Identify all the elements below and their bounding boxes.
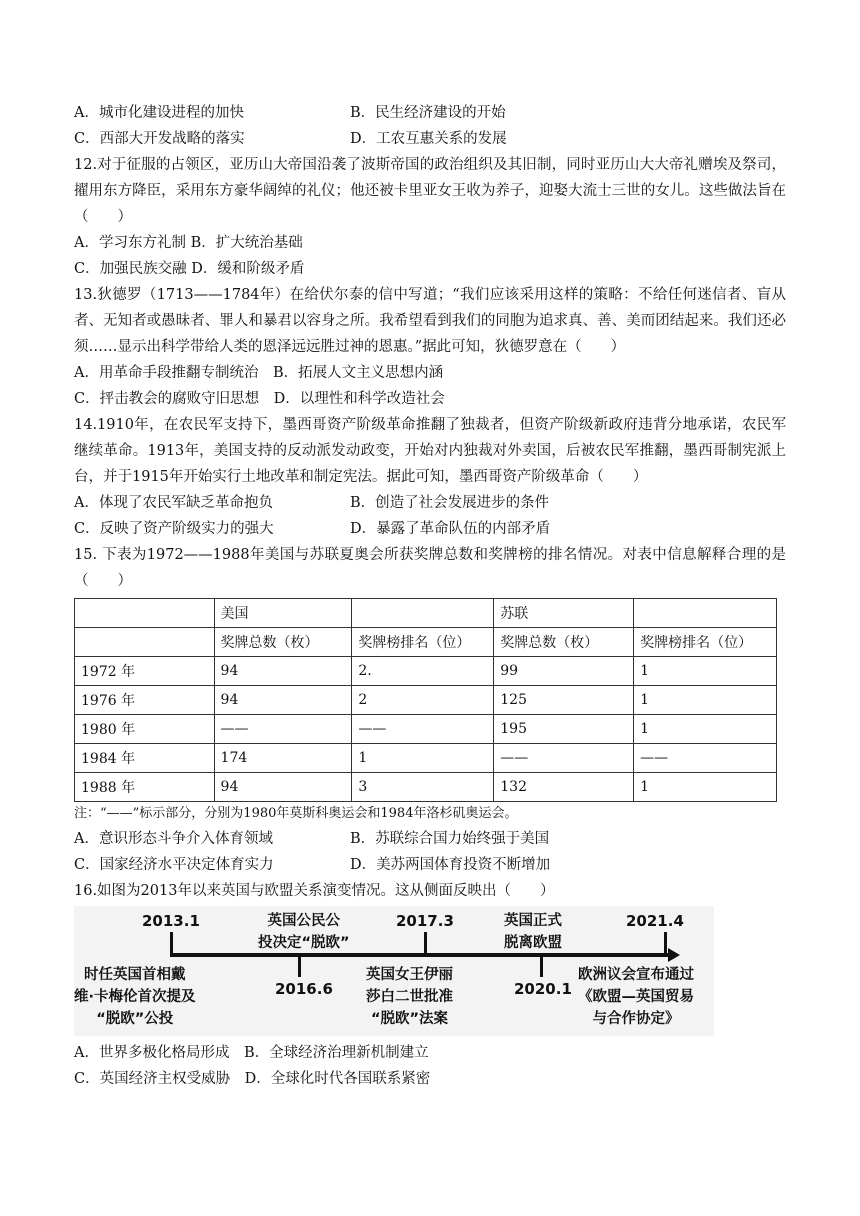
year-cell: 1984 年 bbox=[75, 744, 215, 773]
q13-options-cd[interactable]: C．抨击教会的腐败守旧思想 D．以理性和科学改造社会 bbox=[74, 391, 445, 407]
subheader-us-total: 奖牌总数（枚） bbox=[214, 628, 352, 657]
us-rank-cell: 2. bbox=[352, 657, 494, 686]
q13-options-ab[interactable]: A．用革命手段推翻专制统治 B．拓展人文主义思想内涵 bbox=[74, 365, 444, 381]
subheader-su-rank: 奖牌榜排名（位） bbox=[634, 628, 777, 657]
q12-stem: 12.对于征服的占领区，亚历山大帝国沿袭了波斯帝国的政治组织及其旧制，同时亚历山大大帝礼赠埃及祭司，擢用东方降臣，采用东方豪华阔绰的礼仪；他还被卡里亚女王收为养子，迎娶大流士三世的女儿。这些做法旨在（ ） bbox=[74, 157, 786, 225]
date-2013: 2013.1 bbox=[142, 912, 200, 930]
q14-option-b[interactable]: B．创造了社会发展进步的条件 bbox=[350, 495, 550, 511]
exam-page bbox=[74, 100, 786, 1092]
table-subheader-row bbox=[75, 628, 777, 657]
us-total-cell: 94 bbox=[214, 686, 352, 715]
q11-options-row2 bbox=[74, 126, 786, 152]
q14-option-c[interactable]: C．反映了资产阶级实力的强大 bbox=[74, 521, 274, 537]
event-2013: 时任英国首相戴 维·卡梅伦首次提及 “脱欧”公投 bbox=[74, 967, 196, 1027]
q16-options-ab[interactable]: A．世界多极化格局形成 B．全球经济治理新机制建立 bbox=[74, 1045, 429, 1061]
us-rank-cell: 3 bbox=[352, 773, 494, 802]
event-2020: 英国女王伊丽 莎白二世批准 “脱欧”法案 bbox=[366, 967, 453, 1027]
q14-options-row2 bbox=[74, 516, 786, 542]
date-2020: 2020.1 bbox=[514, 980, 572, 998]
year-cell: 1980 年 bbox=[75, 715, 215, 744]
event-2021: 欧洲议会宣布通过 《欧盟—英国贸易 与合作协定》 bbox=[578, 967, 694, 1027]
su-rank-cell: 1 bbox=[634, 715, 777, 744]
tick-2017 bbox=[424, 932, 427, 956]
su-total-cell: 195 bbox=[494, 715, 634, 744]
su-rank-cell: —— bbox=[634, 744, 777, 773]
table-row bbox=[75, 744, 777, 773]
q15-options-row1 bbox=[74, 826, 786, 852]
tick-2016 bbox=[298, 953, 301, 977]
header-su: 苏联 bbox=[494, 599, 634, 628]
date-2016: 2016.6 bbox=[275, 980, 333, 998]
tick-2021 bbox=[664, 932, 667, 956]
q14-options-row1 bbox=[74, 490, 786, 516]
timeline-arrow-icon bbox=[668, 948, 680, 962]
q11-option-c[interactable]: C．西部大开发战略的落实 bbox=[74, 131, 245, 147]
us-total-cell: 174 bbox=[214, 744, 352, 773]
header-us: 美国 bbox=[214, 599, 352, 628]
su-rank-cell: 1 bbox=[634, 657, 777, 686]
q16-stem: 16.如图为2013年以来英国与欧盟关系演变情况。这从侧面反映出（ ） bbox=[74, 883, 555, 899]
table-row bbox=[75, 773, 777, 802]
q13-stem: 13.狄德罗（1713——1784年）在给伏尔泰的信中写道；“我们应该采用这样的策略：不给任何迷信者、盲从者、无知者或愚昧者、罪人和暴君以容身之所。我希望看到我们的同胞为追求真、善、美而团结起来。我们还必须……显示出科学带给人类的恩泽远远胜过神的恩惠。”据此可知，狄德罗意在（ ） bbox=[74, 287, 786, 355]
su-total-cell: 125 bbox=[494, 686, 634, 715]
date-2017: 2017.3 bbox=[396, 912, 454, 930]
tick-2013 bbox=[170, 932, 173, 956]
su-total-cell: 99 bbox=[494, 657, 634, 686]
q14-option-d[interactable]: D．暴露了革命队伍的内部矛盾 bbox=[350, 521, 551, 537]
subheader-us-rank: 奖牌榜排名（位） bbox=[352, 628, 494, 657]
q11-option-b[interactable]: B．民生经济建设的开始 bbox=[350, 105, 506, 121]
q11-option-d[interactable]: D．工农互惠关系的发展 bbox=[350, 131, 507, 147]
event-2017: 英国正式 脱离欧盟 bbox=[504, 913, 562, 951]
q15-option-d[interactable]: D．美苏两国体育投资不断增加 bbox=[350, 857, 551, 873]
q16-options-cd[interactable]: C．英国经济主权受威胁 D．全球化时代各国联系紧密 bbox=[74, 1071, 431, 1087]
q11-options-row1 bbox=[74, 100, 786, 126]
year-cell: 1976 年 bbox=[75, 686, 215, 715]
year-cell: 1988 年 bbox=[75, 773, 215, 802]
table-corner-cell bbox=[75, 599, 215, 628]
table-row bbox=[75, 686, 777, 715]
brexit-timeline-figure bbox=[74, 906, 714, 1036]
q12-options-ab[interactable]: A．学习东方礼制 B．扩大统治基础 bbox=[74, 235, 303, 251]
date-2021: 2021.4 bbox=[626, 912, 684, 930]
table-row bbox=[75, 715, 777, 744]
year-cell: 1972 年 bbox=[75, 657, 215, 686]
su-rank-cell: 1 bbox=[634, 686, 777, 715]
us-rank-cell: —— bbox=[352, 715, 494, 744]
subheader-su-total: 奖牌总数（枚） bbox=[494, 628, 634, 657]
su-total-cell: 132 bbox=[494, 773, 634, 802]
timeline-axis bbox=[170, 953, 670, 957]
q12-options-cd[interactable]: C．加强民族交融 D．缓和阶级矛盾 bbox=[74, 261, 305, 277]
medal-table bbox=[74, 598, 777, 802]
tick-2020 bbox=[540, 953, 543, 977]
us-total-cell: 94 bbox=[214, 657, 352, 686]
us-total-cell: 94 bbox=[214, 773, 352, 802]
event-2016: 英国公民公 投决定“脱欧” bbox=[258, 913, 350, 951]
table-note: 注：“——”标示部分，分别为1980年莫斯科奥运会和1984年洛杉矶奥运会。 bbox=[74, 806, 518, 821]
us-total-cell: —— bbox=[214, 715, 352, 744]
q15-option-c[interactable]: C．国家经济水平决定体育实力 bbox=[74, 857, 274, 873]
q15-options-row2 bbox=[74, 852, 786, 878]
q14-option-a[interactable]: A．体现了农民军缺乏革命抱负 bbox=[74, 495, 273, 511]
table-row bbox=[75, 657, 777, 686]
header-us-empty bbox=[352, 599, 494, 628]
subheader-empty bbox=[75, 628, 215, 657]
q15-stem: 15. 下表为1972——1988年美国与苏联夏奥会所获奖牌总数和奖牌榜的排名情况。对表中信息解释合理的是（ ） bbox=[74, 547, 786, 589]
su-rank-cell: 1 bbox=[634, 773, 777, 802]
q15-option-a[interactable]: A．意识形态斗争介入体育领域 bbox=[74, 831, 273, 847]
su-total-cell: —— bbox=[494, 744, 634, 773]
us-rank-cell: 1 bbox=[352, 744, 494, 773]
us-rank-cell: 2 bbox=[352, 686, 494, 715]
table-header-row bbox=[75, 599, 777, 628]
q14-stem: 14.1910年，在农民军支持下，墨西哥资产阶级革命推翻了独裁者，但资产阶级新政府违背分地承诺，农民军继续革命。1913年，美国支持的反动派发动政变，开始对内独裁对外卖国，后被农民军推翻，墨西哥制宪派上台，并于1915年开始实行土地改革和制定宪法。据此可知，墨西哥资产阶级革命（ ） bbox=[74, 417, 786, 485]
header-su-empty bbox=[634, 599, 777, 628]
q15-option-b[interactable]: B．苏联综合国力始终强于美国 bbox=[350, 831, 550, 847]
q11-option-a[interactable]: A．城市化建设进程的加快 bbox=[74, 105, 244, 121]
